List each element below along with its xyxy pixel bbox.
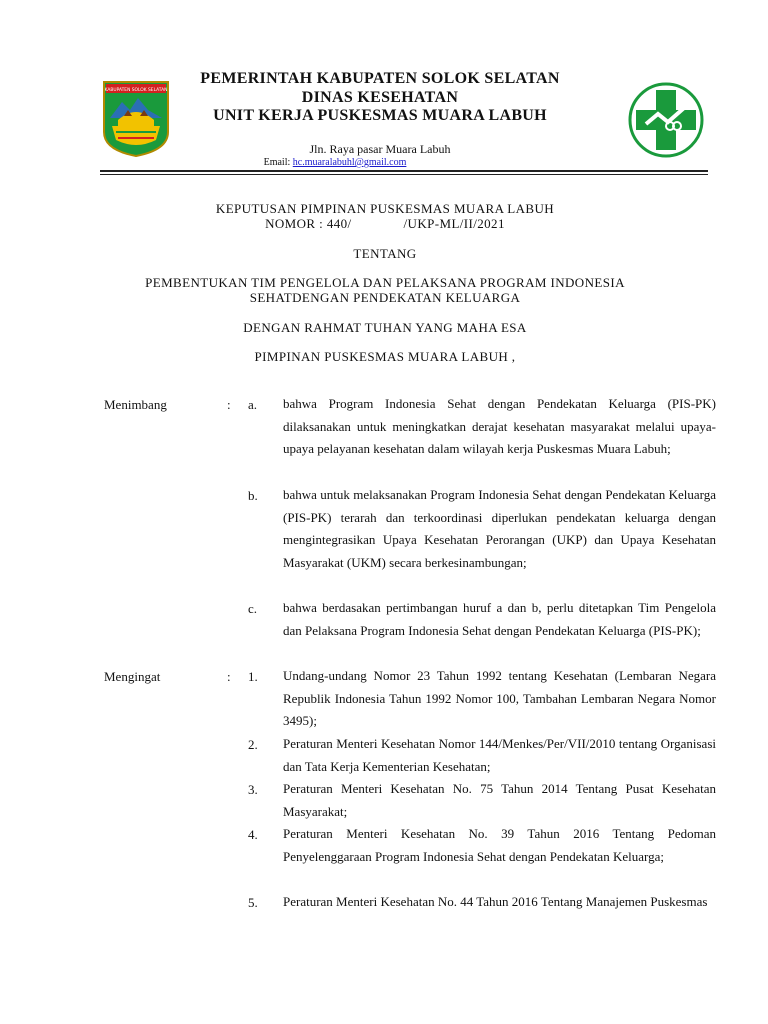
- item-marker: 3.: [248, 782, 258, 797]
- item-marker: c.: [248, 601, 258, 616]
- item-marker: b.: [248, 488, 258, 503]
- item-marker: 2.: [248, 737, 258, 752]
- government-name: PEMERINTAH KABUPATEN SOLOK SELATAN: [200, 70, 560, 87]
- email-label: Email:: [263, 157, 291, 168]
- subject-line-2: SEHATDENGAN PENDEKATAN KELUARGA: [249, 290, 521, 305]
- email-link[interactable]: hc.muaralabuhl@gmail.com: [292, 157, 407, 168]
- puskesmas-logo: [628, 82, 704, 158]
- item-text: Peraturan Menteri Kesehatan Nomor 144/Menkes/Per/VII/2010 tentang Organisasi dan Tata Kerja Kementerian Kesehatan;: [283, 736, 716, 774]
- mengingat-colon: :: [227, 669, 231, 684]
- menimbang-colon: :: [227, 397, 231, 412]
- item-text: Peraturan Menteri Kesehatan No. 39 Tahun 2016 Tentang Pedoman Penyelenggaraan Program Indonesia Sehat dengan Pendekatan Keluarga;: [283, 826, 716, 864]
- item-text: Undang-undang Nomor 23 Tahun 1992 tentang Kesehatan (Lembaran Negara Republik Indonesia Tahun 1992 Nomor 100, Tambahan Lembaran Negara Nomor 3495);: [283, 668, 716, 729]
- letterhead-divider: [100, 170, 708, 172]
- emblem-banner-text: KABUPATEN SOLOK SELATAN: [104, 88, 168, 93]
- about-heading: TENTANG: [353, 246, 417, 261]
- mengingat-label: Mengingat: [104, 669, 161, 684]
- letterhead-divider-thin: [100, 174, 708, 175]
- decree-number: [80, 216, 690, 232]
- item-text: bahwa untuk melaksanakan Program Indonesia Sehat dengan Pendekatan Keluarga (PIS-PK) terarah dan terkoordinasi diperlukan pendekatan keluarga dengan mengintegrasikan Upaya Kesehatan Perorangan (UKP) dan Upaya Kesehatan Masyarakat (UKM) secara berkesinambungan;: [283, 487, 716, 571]
- item-marker: a.: [248, 397, 258, 412]
- item-text: Peraturan Menteri Kesehatan No. 44 Tahun 2016 Tentang Manajemen Puskesmas: [283, 894, 708, 909]
- item-text: bahwa berdasakan pertimbangan huruf a dan b, perlu ditetapkan Tim Pengelola dan Pelaksana Program Indonesia Sehat dengan Pendekatan Keluarga (PIS-PK);: [283, 600, 716, 638]
- item-text: Peraturan Menteri Kesehatan No. 75 Tahun 2014 Tentang Pusat Kesehatan Masyarakat;: [283, 781, 716, 819]
- decree-title: KEPUTUSAN PIMPINAN PUSKESMAS MUARA LABUH: [215, 201, 555, 216]
- email-line: [160, 157, 510, 168]
- subject-line-1: PEMBENTUKAN TIM PENGELOLA DAN PELAKSANA PROGRAM INDONESIA: [145, 275, 625, 290]
- item-marker: 4.: [248, 827, 258, 842]
- item-marker: 1.: [248, 669, 258, 684]
- decree-number-suffix: /UKP-ML/II/2021: [403, 216, 505, 231]
- agency-name: DINAS KESEHATAN: [301, 89, 459, 106]
- item-text: bahwa Program Indonesia Sehat dengan Pendekatan Keluarga (PIS-PK) dilaksanakan untuk meningkatkan derajat kesehatan masyarakat melalui upaya-upaya pelayanan kesehatan dalam wilayah kerja Puskesmas Muara Labuh;: [283, 396, 716, 457]
- decree-number-label: NOMOR : 440/: [265, 216, 352, 231]
- issuer-line: PIMPINAN PUSKESMAS MUARA LABUH ,: [254, 349, 516, 364]
- unit-name: UNIT KERJA PUSKESMAS MUARA LABUH: [213, 107, 547, 124]
- item-marker: 5.: [248, 895, 258, 910]
- menimbang-label: Menimbang: [104, 397, 167, 412]
- address: Jln. Raya pasar Muara Labuh: [309, 142, 451, 156]
- blessing-line: DENGAN RAHMAT TUHAN YANG MAHA ESA: [243, 320, 527, 335]
